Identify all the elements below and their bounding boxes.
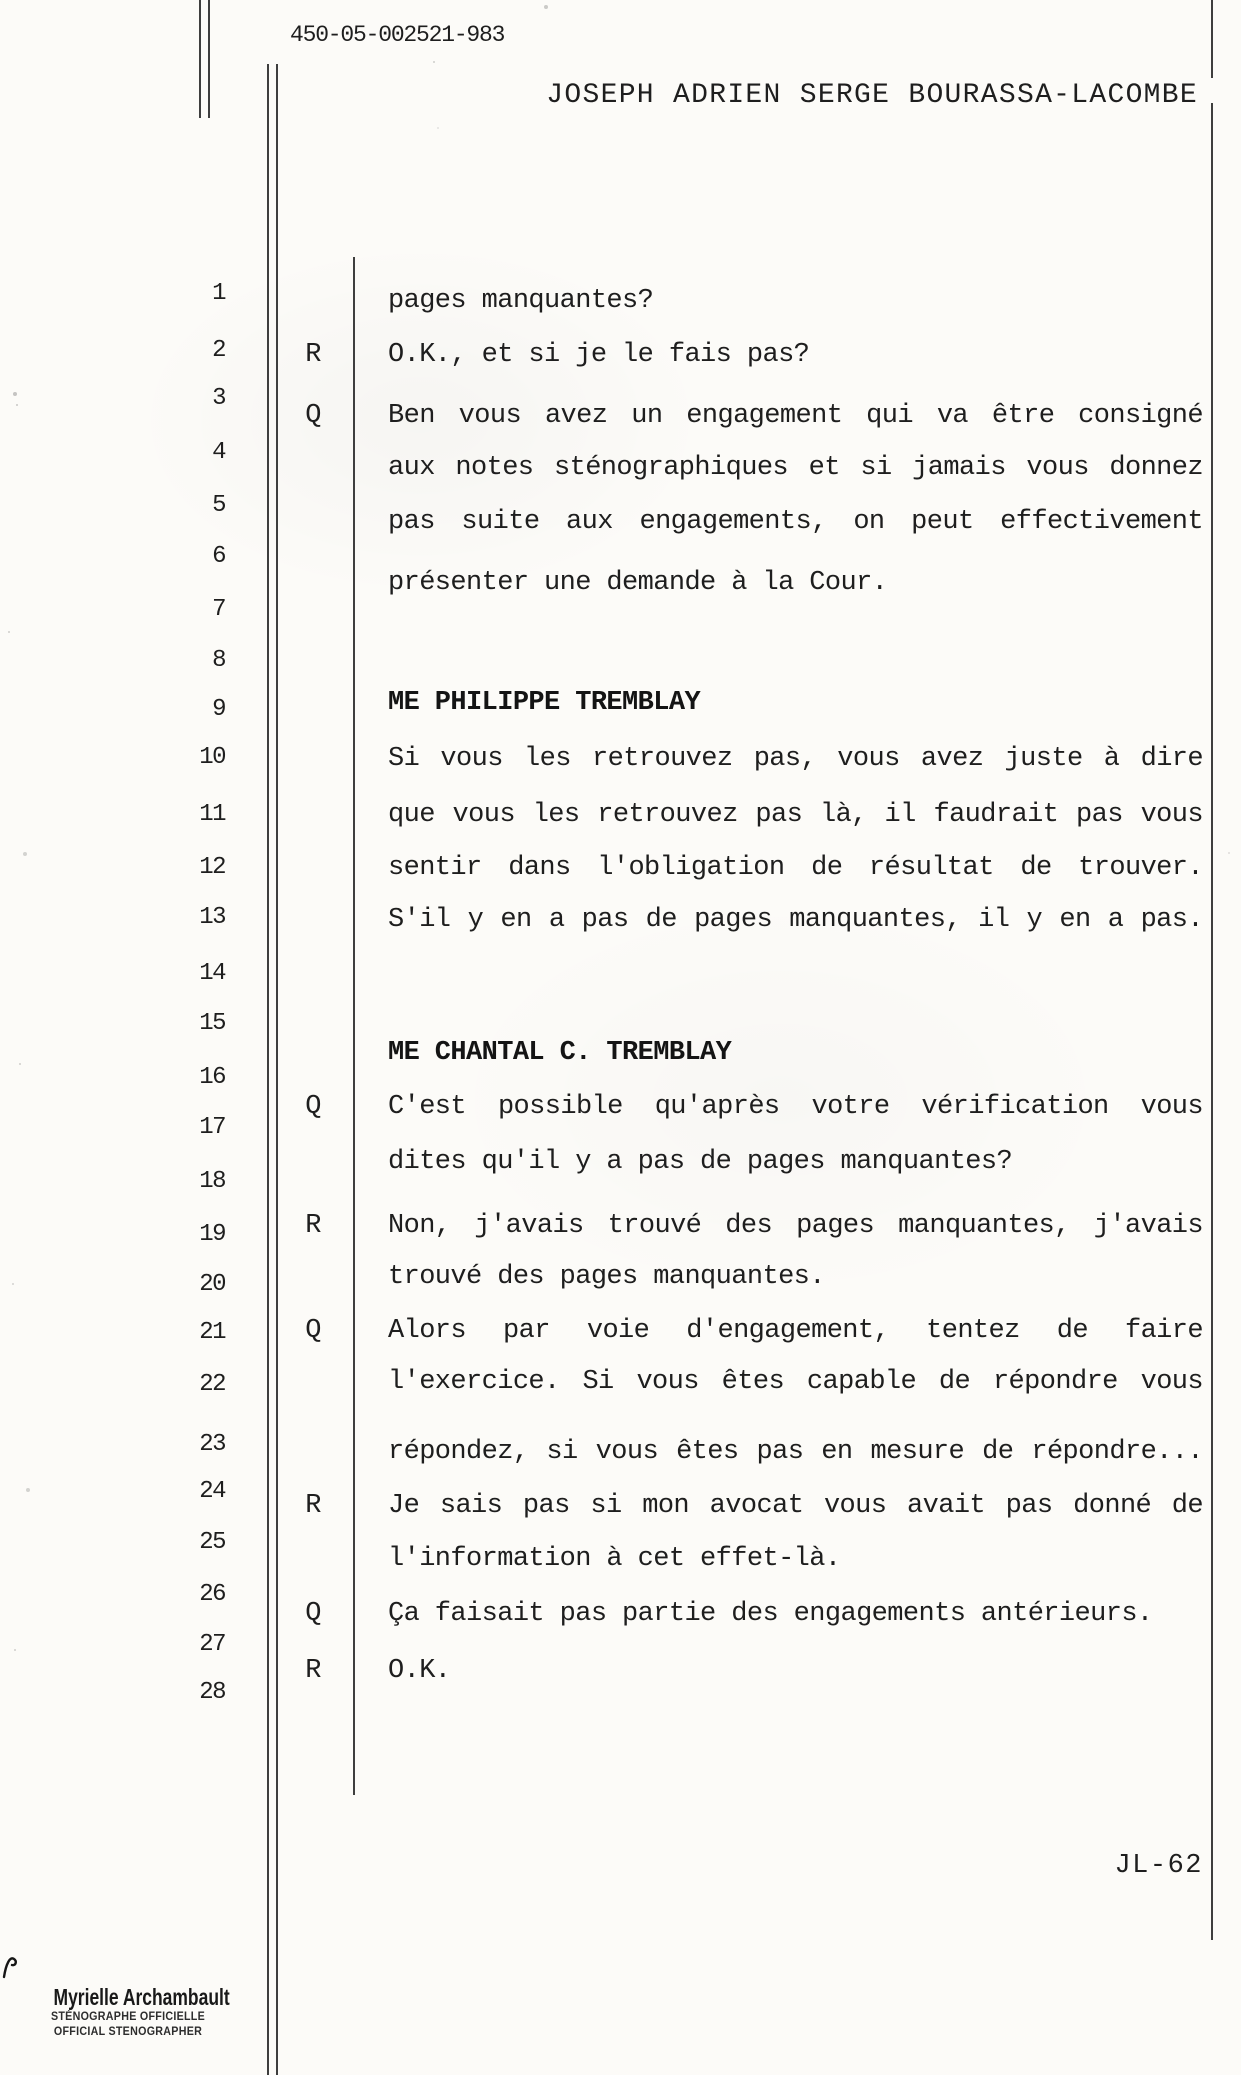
line-number: 24 xyxy=(199,1478,225,1505)
stenographer-title-en: OFFICIAL STENOGRAPHER xyxy=(53,2026,203,2038)
qr-marker: Q xyxy=(305,1316,321,1346)
transcript-row xyxy=(290,1206,1203,1246)
line-number: 5 xyxy=(212,492,225,519)
line-number: 25 xyxy=(199,1529,225,1556)
transcript-line-text: l'information à cet effet-là. xyxy=(388,1544,841,1574)
line-number: 27 xyxy=(199,1631,225,1658)
line-number: 17 xyxy=(199,1114,225,1141)
line-number: 13 xyxy=(199,904,225,931)
transcript-row xyxy=(290,335,1203,375)
line-number: 26 xyxy=(199,1581,225,1608)
line-number: 10 xyxy=(199,744,225,771)
transcript-row xyxy=(290,1432,1203,1472)
transcript-row xyxy=(290,739,1203,779)
line-number: 6 xyxy=(212,543,225,570)
line-number: 16 xyxy=(199,1064,225,1091)
transcript-row xyxy=(290,502,1203,542)
transcript-line-text: trouvé des pages manquantes. xyxy=(388,1262,825,1292)
scan-specks xyxy=(0,0,2,2)
line-number: 9 xyxy=(212,696,225,723)
transcript-line-text: Ben vous avez un engagement qui va être consigné xyxy=(388,401,1203,431)
line-number: 7 xyxy=(212,596,225,623)
transcript-line-text: Je sais pas si mon avocat vous avait pas donné de xyxy=(388,1491,1203,1521)
transcript-row xyxy=(290,396,1203,436)
transcript-line-text: O.K., et si je le fais pas? xyxy=(388,340,810,370)
transcript-line-text: O.K. xyxy=(388,1656,451,1686)
qr-marker: R xyxy=(305,1211,321,1241)
transcript-row xyxy=(290,1362,1203,1402)
transcript-line-text: l'exercice. Si vous êtes capable de répondre vous xyxy=(388,1367,1203,1397)
case-number: 450-05-002521-983 xyxy=(290,22,505,48)
transcript-row xyxy=(290,1311,1203,1351)
qr-marker: Q xyxy=(305,401,321,431)
transcript-row xyxy=(290,683,1203,723)
pen-mark-icon xyxy=(1,1952,23,1980)
stenographer-title-fr: STÉNOGRAPHE OFFICIELLE xyxy=(50,2011,206,2023)
line-number: 2 xyxy=(212,337,225,364)
transcript-row xyxy=(290,1257,1203,1297)
stenographer-name: Myrielle Archambault xyxy=(53,1984,230,2010)
transcript-row xyxy=(290,281,1203,321)
transcript-row xyxy=(290,1539,1203,1579)
transcript-row xyxy=(290,563,1203,603)
transcript-line-text: pas suite aux engagements, on peut effectivement xyxy=(388,507,1203,537)
transcript-line-text: ME CHANTAL C. TREMBLAY xyxy=(388,1038,732,1068)
line-number: 20 xyxy=(199,1271,225,1298)
line-number: 3 xyxy=(212,385,225,412)
line-number: 4 xyxy=(212,439,225,466)
line-number: 1 xyxy=(212,280,225,307)
deponent-name: JOSEPH ADRIEN SERGE BOURASSA-LACOMBE xyxy=(546,80,1198,111)
line-number: 23 xyxy=(199,1431,225,1458)
transcript-line-text: sentir dans l'obligation de résultat de trouver. xyxy=(388,853,1203,883)
transcript-row xyxy=(290,1651,1203,1691)
transcript-row xyxy=(290,795,1203,835)
line-number: 8 xyxy=(212,647,225,674)
transcript-line-text: Si vous les retrouvez pas, vous avez juste à dire xyxy=(388,744,1203,774)
transcript-row xyxy=(290,848,1203,888)
transcript-line-text: aux notes sténographiques et si jamais vous donnez xyxy=(388,453,1203,483)
transcript-line-text: S'il y en a pas de pages manquantes, il y en a pas. xyxy=(388,905,1203,935)
line-number: 22 xyxy=(199,1371,225,1398)
line-number: 18 xyxy=(199,1168,225,1195)
transcript-line-text: que vous les retrouvez pas là, il faudrait pas vous xyxy=(388,800,1203,830)
transcript-line-text: ME PHILIPPE TREMBLAY xyxy=(388,688,701,718)
line-number: 19 xyxy=(199,1221,225,1248)
transcript-line-text: répondez, si vous êtes pas en mesure de répondre... xyxy=(388,1437,1203,1467)
qr-marker: R xyxy=(305,1656,321,1686)
transcript-line-text: C'est possible qu'après votre vérification vous xyxy=(388,1092,1203,1122)
stenographer-stamp xyxy=(30,1984,230,2040)
transcript-line-text: Alors par voie d'engagement, tentez de faire xyxy=(388,1316,1203,1346)
transcript-row xyxy=(290,1033,1203,1073)
transcript-line-text: présenter une demande à la Cour. xyxy=(388,568,888,598)
page-number-label: JL-62 xyxy=(1114,1851,1203,1881)
transcript-row xyxy=(290,1486,1203,1526)
transcript-row xyxy=(290,1594,1203,1634)
line-number: 28 xyxy=(199,1679,225,1706)
transcript-line-text: Non, j'avais trouvé des pages manquantes, j'avais xyxy=(388,1211,1203,1241)
line-number: 15 xyxy=(199,1010,225,1037)
transcript-row xyxy=(290,1142,1203,1182)
qr-marker: R xyxy=(305,340,321,370)
line-number: 14 xyxy=(199,960,225,987)
qr-marker: R xyxy=(305,1491,321,1521)
transcript-line-text: pages manquantes? xyxy=(388,286,654,316)
qr-marker: Q xyxy=(305,1092,321,1122)
line-number: 11 xyxy=(199,801,225,828)
transcript-row xyxy=(290,448,1203,488)
transcript-line-text: Ça faisait pas partie des engagements antérieurs. xyxy=(388,1599,1153,1629)
qr-marker: Q xyxy=(305,1599,321,1629)
transcript-row xyxy=(290,1087,1203,1127)
line-number: 12 xyxy=(199,854,225,881)
line-number: 21 xyxy=(199,1319,225,1346)
transcript-row xyxy=(290,900,1203,940)
transcript-line-text: dites qu'il y a pas de pages manquantes? xyxy=(388,1147,1013,1177)
